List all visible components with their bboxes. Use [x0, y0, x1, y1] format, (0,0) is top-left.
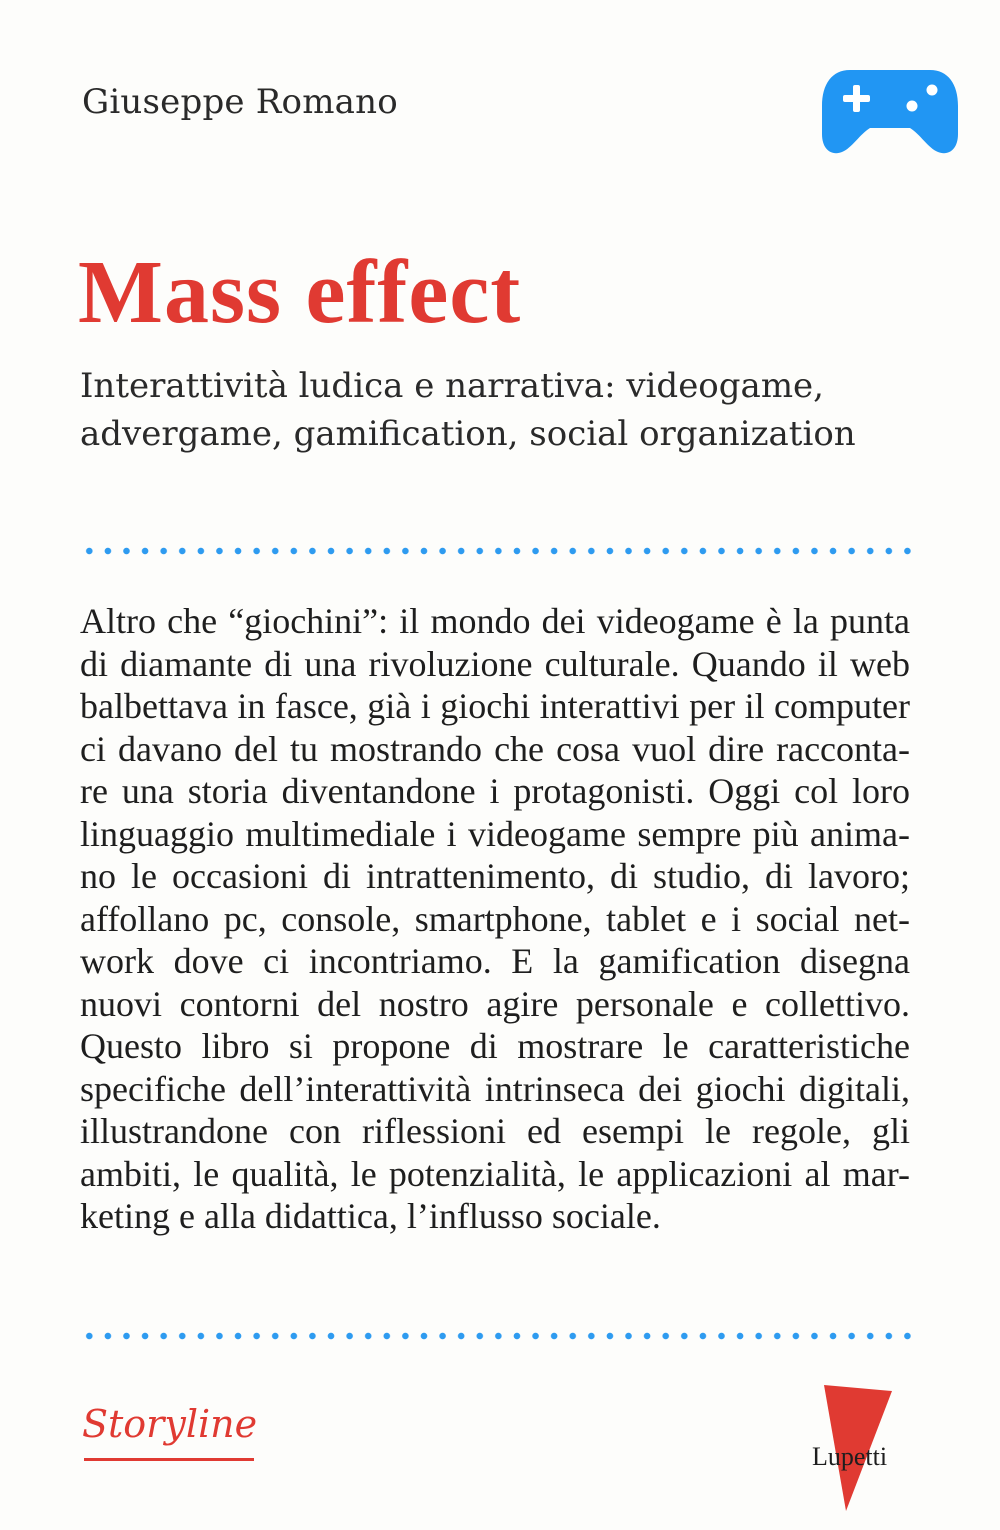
subtitle-line: advergame, gamification, social organization: [80, 414, 856, 454]
subtitle-line: Interattività ludica e narrativa: videogame,: [80, 366, 824, 406]
blurb-line: work dove ci incontriamo. E la gamification disegna: [80, 941, 910, 981]
book-title: Mass effect: [78, 243, 522, 342]
blurb-line: ambiti, le qualità, le potenzialità, le applicazioni al mar-: [80, 1153, 910, 1194]
blurb-line: keting e alla didattica, l’influsso sociale.: [80, 1196, 661, 1236]
blurb-line: specifiche dell’interattività intrinseca dei giochi digitali,: [80, 1068, 910, 1109]
book-subtitle: [80, 362, 940, 458]
author-name: Giuseppe Romano: [82, 82, 398, 122]
blurb-line: ci davano del tu mostrando che cosa vuol dire racconta-: [80, 728, 910, 769]
blurb-line: Questo libro si propone di mostrare le caratteristiche: [80, 1026, 910, 1066]
game-controller-icon: [820, 62, 960, 157]
blurb-line: Altro che “giochini”: il mondo dei videogame è la punta: [80, 601, 910, 641]
blurb-line: nuovi contorni del nostro agire personale e collettivo.: [80, 983, 910, 1024]
dotted-divider-bottom: [80, 1332, 912, 1340]
blurb-line: di diamante di una rivoluzione culturale. Quando il web: [80, 643, 910, 684]
blurb-line: re una storia diventandone i protagonisti. Oggi col loro: [80, 771, 910, 811]
blurb-line: linguaggio multimediale i videogame sempre più anima-: [80, 813, 910, 854]
blurb-line: no le occasioni di intrattenimento, di studio, di lavoro;: [80, 856, 910, 896]
series-logo-underline: [84, 1458, 254, 1461]
blurb-line: illustrandone con riflessioni ed esempi le regole, gli: [80, 1111, 910, 1151]
blurb-line: balbettava in fasce, già i giochi interattivi per il computer: [80, 686, 910, 726]
blurb-text: [80, 600, 910, 1238]
blurb-line: affollano pc, console, smartphone, tablet e i social net-: [80, 898, 910, 939]
dotted-divider-top: [80, 547, 912, 555]
series-logo: Storyline: [82, 1402, 258, 1446]
publisher-name: Lupetti: [812, 1442, 888, 1471]
